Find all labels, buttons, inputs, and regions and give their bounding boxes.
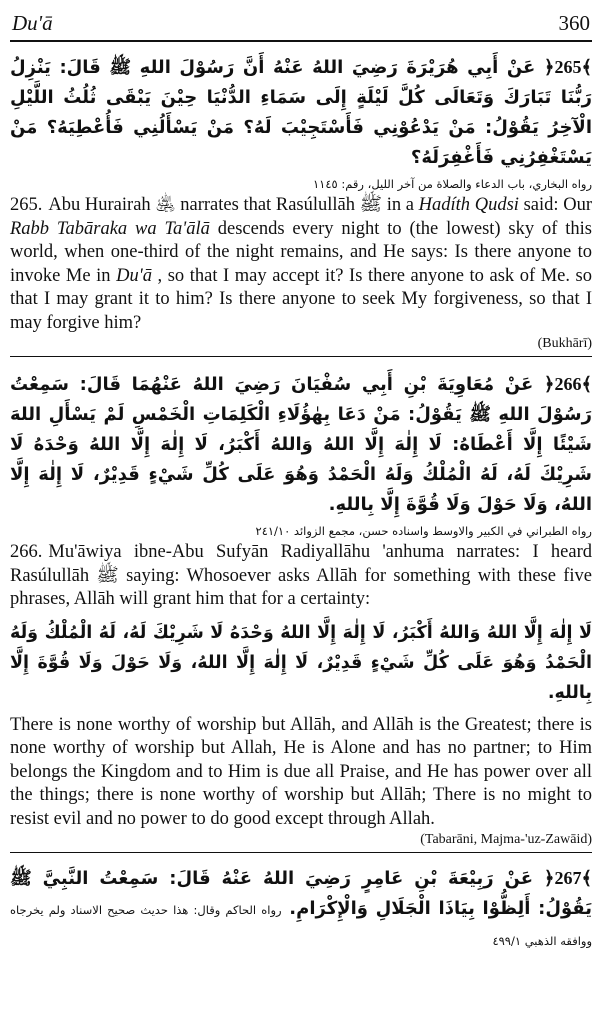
arabic-text-267: ﴾267﴿ عَنْ رَبِيْعَةَ بْنِ عَامِرٍ رَضِيَ اللهُ عَنْهُ قَالَ: سَمِعْتُ النَّبِيَّ ﷺ يَقُوْلُ: أَلِظُّوْا بِيَاذَا الْجَلَالِ وَالْإِكْرَامِ. رواه الحاكم وقال: هذا حديث صحيح الاسناد ولم يخرجاه ووافقه الذهبي ٤٩٩/١: [10, 863, 592, 956]
hadith-number-266: 266.: [10, 542, 43, 562]
page: [10, 0, 592, 956]
hadith-267: [10, 863, 592, 956]
arabic-number-265: ﴾265﴿: [543, 57, 592, 77]
arabic-text-266: ﴾266﴿ عَنْ مُعَاوِيَةَ بْنِ أَبِي سُفْيَانَ رَضِيَ اللهُ عَنْهُمَا قَالَ: سَمِعْتُ رَسُوْلَ اللهِ ﷺ يَقُوْلُ: مَنْ دَعَا بِهٰؤُلَاءِ الْكَلِمَاتِ الْخَمْسِ لَمْ يَسْأَلِ اللهَ شَيْئًا إِلَّا أَعْطَاهُ: لَا إِلٰهَ إِلَّا اللهُ وَاللهُ أَكْبَرُ، لَا إِلٰهَ إِلَّا اللهُ وَحْدَهُ لَا شَرِيْكَ لَهُ، لَهُ الْمُلْكُ وَلَهُ الْحَمْدُ وَهُوَ عَلَى كُلِّ شَيْءٍ قَدِيْرٌ، لَا إِلٰهَ إِلَّا اللهُ، وَلَا حَوْلَ وَلَا قُوَّةَ إِلَّا بِاللهِ.: [10, 374, 592, 515]
reference-265: (Bukhārī): [537, 336, 592, 351]
arabic-source-266: رواه الطبراني في الكبير والاوسط واسناده حسن، مجمع الزوائد ٢٤١/١٠: [255, 524, 592, 538]
arabic-text-265: ﴾265﴿ عَنْ أَبِي هُرَيْرَةَ رَضِيَ اللهُ عَنْهُ أَنَّ رَسُوْلَ اللهِ ﷺ قَالَ: يَنْزِلُ رَبُّنَا تَبَارَكَ وَتَعَالَى كُلَّ لَيْلَةٍ إِلَى سَمَاءِ الدُّنْيَا حِيْنَ يَبْقَى ثُلُثُ اللَّيْلِ الْآخِرُ يَقُوْلُ: مَنْ يَدْعُوْنِي فَأَسْتَجِيْبَ لَهُ؟ مَنْ يَسْأَلُنِي فَأُعْطِيَهُ؟ مَنْ يَسْتَغْفِرُنِي فَأَغْفِرَلَهُ؟: [10, 57, 592, 168]
hadith-number-265: 265.: [10, 195, 43, 215]
arabic-number-266: ﴾266﴿: [543, 374, 592, 394]
page-number: 360: [558, 11, 590, 35]
chapter-title: Du'ā: [12, 11, 53, 35]
dua-translation-266: There is none worthy of worship but Allāh, and Allāh is the Greatest; there is none worthy of worship but Allah, He is Alone and has no partner; to Him belongs the Kingdom and to Him is due all Praise, and He has power over all the things; there is none worthy of worship but Allāh; There is no might to resist evil and no power to do good except through Allah.: [10, 714, 592, 829]
english-text-265: 265. Abu Hurairah ﵁ narrates that Rasúlullāh ﷺ in a Hadíth Qudsi said: Our Rabb Tabāraka wa Ta'ālā descends every night to (the lowest) sky of this world, when one-third of the night remains, and He says: Is there anyone to invoke Me in Du'ā , so that I may accept it? Is there anyone to ask of Me. so that I may grant it to him? Is there anyone to seek My forgiveness, so that I may forgive him?: [10, 195, 592, 333]
divider: [10, 852, 592, 853]
divider: [10, 356, 592, 357]
hadith-265: [10, 52, 592, 357]
english-text-266: 266. Mu'āwiya ibne-Abu Sufyān Radiyallāhu 'anhuma narrates: I heard Rasúlullāh ﷺ saying: Whosoever asks Allāh for something with these five phrases, Allāh will grant him that for a certainty:: [10, 542, 592, 609]
hadith-266: [10, 369, 592, 853]
arabic-source-265: رواه البخاري، باب الدعاء والصلاة من آخر الليل، رقم: ١١٤٥: [313, 177, 592, 191]
arabic-source-267: رواه الحاكم وقال: هذا حديث صحيح الاسناد ولم يخرجاه ووافقه الذهبي ٤٩٩/١: [10, 903, 592, 948]
dua-arabic-266: لَا إِلٰهَ إِلَّا اللهُ وَاللهُ أَكْبَرُ، لَا إِلٰهَ إِلَّا اللهُ وَحْدَهُ لَا شَرِيْكَ لَهُ، لَهُ الْمُلْكُ وَلَهُ الْحَمْدُ وَهُوَ عَلَى كُلِّ شَيْءٍ قَدِيْرٌ، لَا إِلٰهَ إِلَّا اللهُ، وَلَا حَوْلَ وَلَا قُوَّةَ إِلَّا بِاللهِ.: [10, 622, 592, 703]
arabic-number-267: ﴾267﴿: [543, 868, 592, 888]
reference-266: (Tabarāni, Majma-'uz-Zawāid): [420, 832, 592, 847]
running-header: [10, 0, 592, 42]
